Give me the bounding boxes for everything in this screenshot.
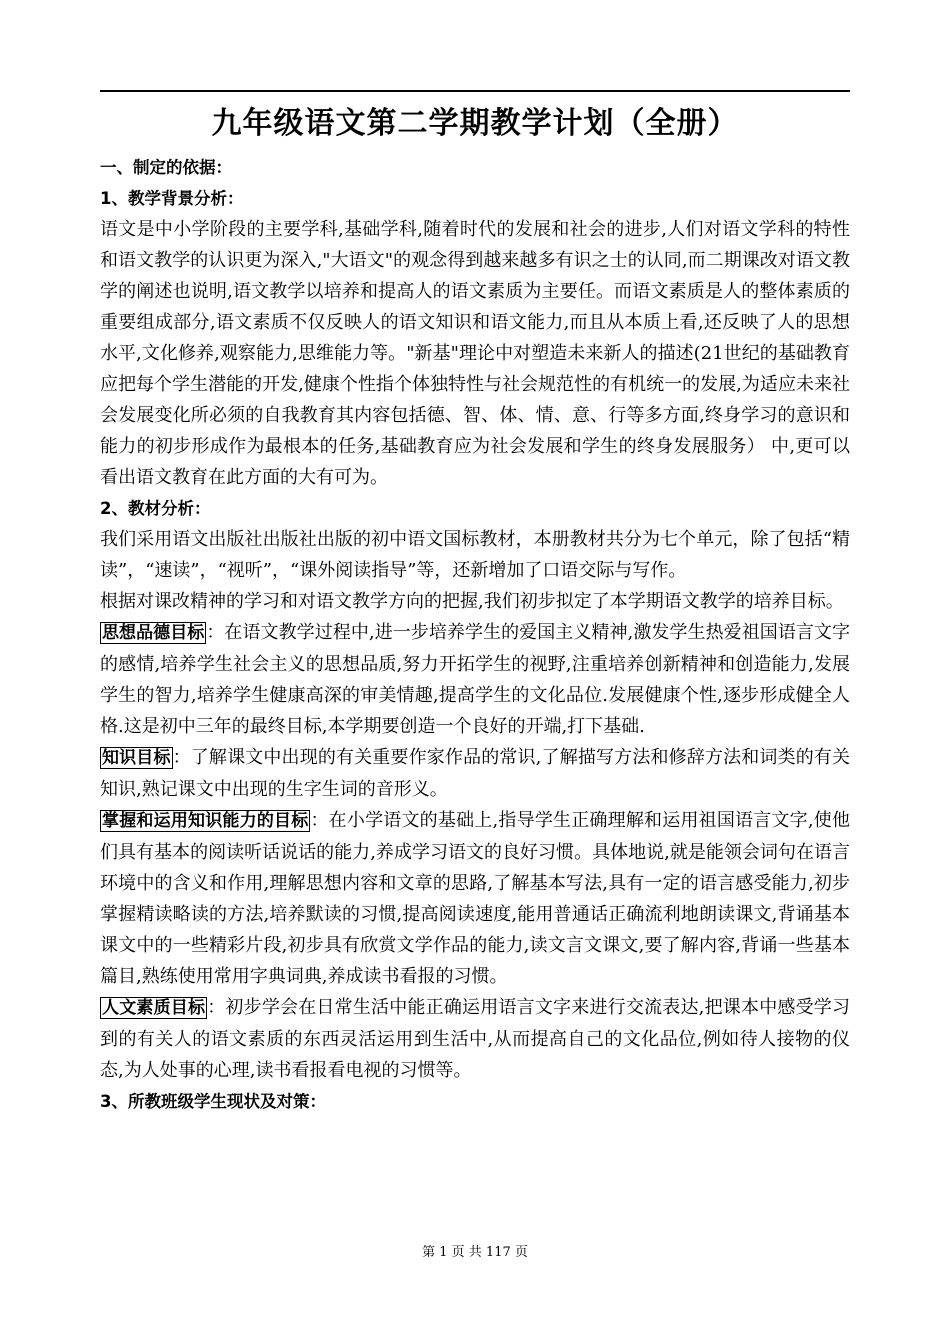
- goal-label-humanity: 人文素质目标: [102, 998, 206, 1018]
- paragraph-goals-intro: 根据对课改精神的学习和对语文教学方向的把握,我们初步拟定了本学期语文教学的培养目标。: [100, 591, 844, 612]
- paragraph-goal-moral: [100, 617, 850, 742]
- document-body: [100, 152, 850, 1117]
- goal-label-moral: 思想品德目标: [102, 623, 205, 643]
- subsection-heading-textbook: 2、教材分析：: [100, 499, 211, 518]
- goal-label-ability: 掌握和运用知识能力的目标: [102, 811, 309, 831]
- document-title: 九年级语文第二学期教学计划（全册）: [211, 106, 739, 141]
- paragraph-goal-knowledge: [100, 742, 850, 805]
- goal-text-moral: ：在语文教学过程中,进一步培养学生的爱国主义精神,激发学生热爱祖国语言文字的感情,培养学生社会主义的思想品质,努力开拓学生的视野,注重培养创新精神和创造能力,发展学生的智力,培养学生健康高深的审美情趣,提高学生的文化品位.发展健康个性,逐步形成健全人格.这是初中三年的最终目标,本学期要创造一个良好的开端,打下基础.: [100, 622, 850, 737]
- paragraph-goal-ability: [100, 805, 850, 992]
- paragraph-goal-humanity: [100, 992, 850, 1086]
- goal-text-knowledge: ：了解课文中出现的有关重要作家作品的常识,了解描写方法和修辞方法和词类的有关知识,熟记课文中出现的生字生词的音形义。: [100, 747, 851, 800]
- section-heading-basis: 一、制定的依据：: [100, 158, 232, 177]
- paragraph-textbook: 我们采用语文出版社出版社出版的初中语文国标教材，本册教材共分为七个单元，除了包括“精读”，“速读”，“视听”，“课外阅读指导”等，还新增加了口语交际与写作。: [100, 529, 850, 581]
- goal-text-ability: ：在小学语文的基础上,指导学生正确理解和运用祖国语言文字,使他们具有基本的阅读听话说话的能力,养成学习语文的良好习惯。具体地说,就是能领会词句在语言环境中的含义和作用,理解思想内容和文章的思路,了解基本写法,具有一定的语言感受能力,初步掌握精读略读的方法,培养默读的习惯,提高阅读速度,能用普通话正确流利地朗读课文,背诵基本课文中的一些精彩片段,初步具有欣赏文学作品的能力,读文言文课文,要了解内容,背诵一些基本篇目,熟练使用常用字典词典,养成读书看报的习惯。: [100, 810, 850, 987]
- page-footer: 第 1 页 共 117 页: [422, 1245, 528, 1260]
- paragraph-background: 语文是中小学阶段的主要学科,基础学科,随着时代的发展和社会的进步,人们对语文学科的特性和语文教学的认识更为深入,"大语文"的观念得到越来越多有识之士的认同,而二期课改对语文教学的阐述也说明,语文教学以培养和提高人的语文素质为主要任。而语文素质是人的整体素质的重要组成部分,语文素质不仅反映人的语文知识和语文能力,而且从本质上看,还反映了人的思想水平,文化修养,观察能力,思维能力等。"新基"理论中对塑造未来新人的描述(21世纪的基础教育应把每个学生潜能的开发,健康个性指个体独特性与社会规范性的有机统一的发展,为适应未来社会发展变化所必须的自我教育其内容包括德、智、体、情、意、行等多方面,终身学习的意识和能力的初步形成作为最根本的任务,基础教育应为社会发展和学生的终身发展服务） 中,更可以看出语文教育在此方面的大有可为。: [100, 219, 850, 488]
- header-rule: [100, 90, 850, 92]
- subsection-heading-background: 1、教学背景分析：: [100, 189, 244, 208]
- goal-label-knowledge: 知识目标: [102, 748, 171, 768]
- goal-text-humanity: ：初步学会在日常生活中能正确运用语言文字来进行交流表达,把课本中感受学习到的有关人的语文素质的东西灵活运用到生活中,从而提高自己的文化品位,例如待人接物的仪态,为人处事的心理,读书看报看电视的习惯等。: [100, 997, 851, 1081]
- subsection-heading-students: 3、所教班级学生现状及对策：: [100, 1092, 326, 1111]
